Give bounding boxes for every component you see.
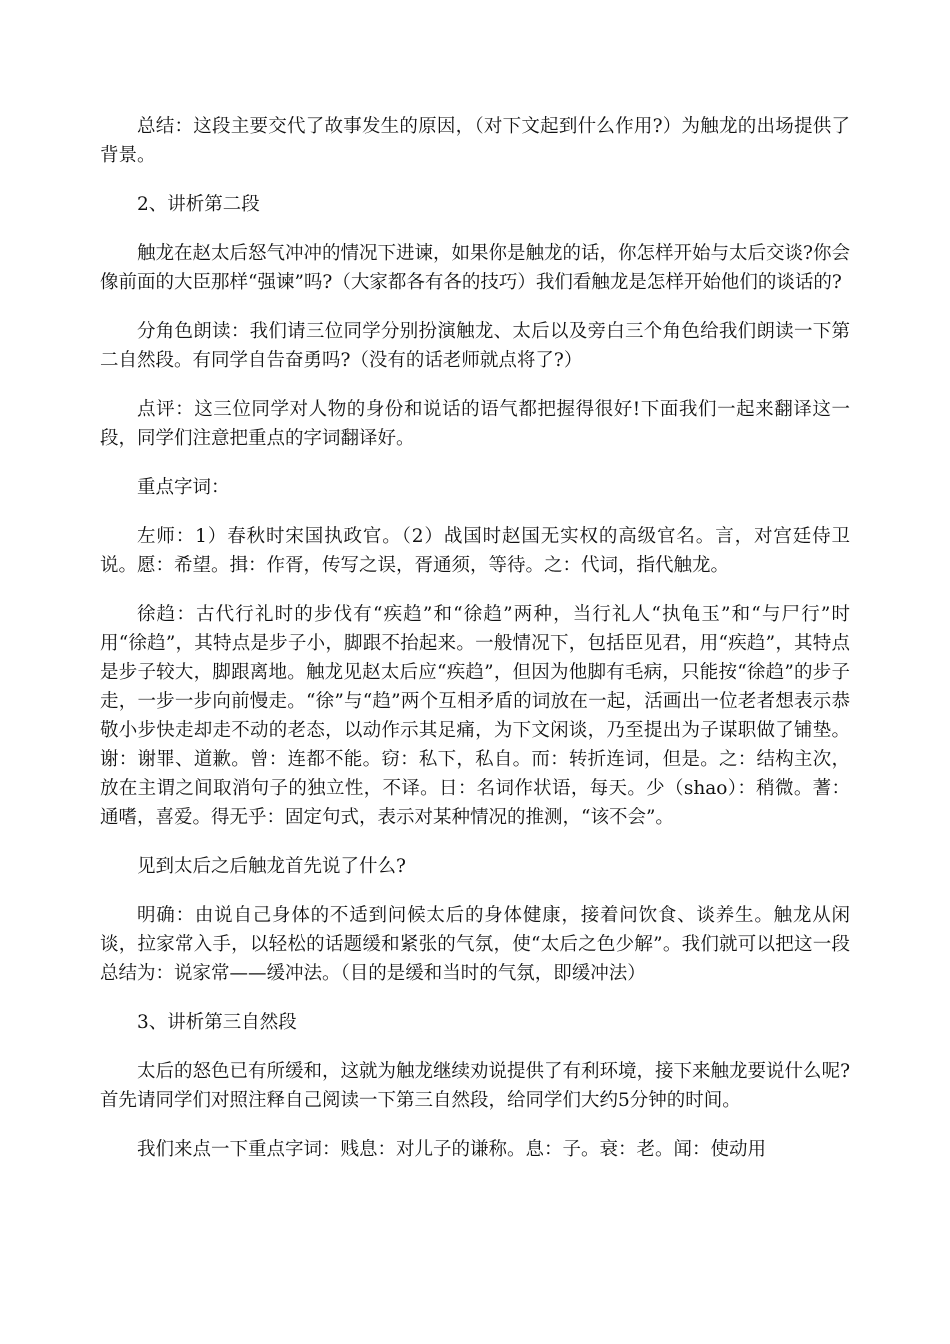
reading-instruction-paragraph: 太后的怒色已有所缓和，这就为触龙继续劝说提供了有利环境，接下来触龙要说什么呢?首先请同学们对照注释自己阅读一下第三自然段，给同学们大约5分钟的时间。 [100,1061,850,1111]
key-words-paragraph-2: 徐趋：古代行礼时的步伐有“疾趋”和“徐趋”两种，当行礼人“执龟玉”和“与尸行”时用“徐趋”，其特点是步子小，脚跟不抬起来。一般情况下，包括臣见君，用“疾趋”，其特点是步子较大，脚跟离地。触龙见赵太后应“疾趋”，但因为他脚有毛病，只能按“徐趋”的步子走，一步一步向前慢走。“徐”与“趋”两个互相矛盾的词放在一起，活画出一位老者想表示恭敬小步快走却走不动的老态，以动作示其足痛，为下文闲谈，乃至提出为子谋职做了铺垫。谢：谢罪、道歉。曾：连都不能。窃：私下，私自。而：转折连词，但是。之：结构主次，放在主谓之间取消句子的独立性，不译。日：名词作状语，每天。少（shao）：稍微。蓍：通嗜，喜爱。得无乎：固定句式，表示对某种情况的推测，“该不会”。 [100,604,850,828]
document-body [100,112,850,1184]
section-heading-3: 3、讲析第三自然段 [137,1012,297,1033]
key-words-heading: 重点字词： [137,477,230,498]
answer-paragraph: 明确：由说自己身体的不适到问候太后的身体健康，接着问饮食、谈养生。触龙从闲谈，拉家常入手，以轻松的话题缓和紧张的气氛，使“太后之色少解”。我们就可以把这一段总结为：说家常——缓冲法。（目的是缓和当时的气氛，即缓冲法） [100,905,850,984]
question-paragraph-2: 见到太后之后触龙首先说了什么? [137,856,406,877]
role-reading-paragraph: 分角色朗读：我们请三位同学分别扮演触龙、太后以及旁白三个角色给我们朗读一下第二自然段。有同学自告奋勇吗?（没有的话老师就点将了?） [100,321,850,371]
key-words-paragraph-1: 左师：1）春秋时宋国执政官。（2）战国时赵国无实权的高级官名。言，对宫廷侍卫说。愿：希望。揖：作胥，传写之误，胥通须，等待。之：代词，指代触龙。 [100,526,850,576]
summary-paragraph: 总结：这段主要交代了故事发生的原因，（对下文起到什么作用?）为触龙的出场提供了背景。 [100,116,850,166]
question-paragraph: 触龙在赵太后怒气冲冲的情况下进谏，如果你是触龙的话，你怎样开始与太后交谈?你会像前面的大臣那样“强谏”吗?（大家都各有各的技巧）我们看触龙是怎样开始他们的谈话的? [100,243,850,293]
comment-paragraph: 点评：这三位同学对人物的身份和说话的语气都把握得很好!下面我们一起来翻译这一段，同学们注意把重点的字词翻译好。 [100,399,850,449]
section-heading-2: 2、讲析第二段 [137,194,260,215]
key-words-paragraph-3: 我们来点一下重点字词：贱息：对儿子的谦称。息：子。衰：老。闻：使动用 [137,1139,767,1160]
